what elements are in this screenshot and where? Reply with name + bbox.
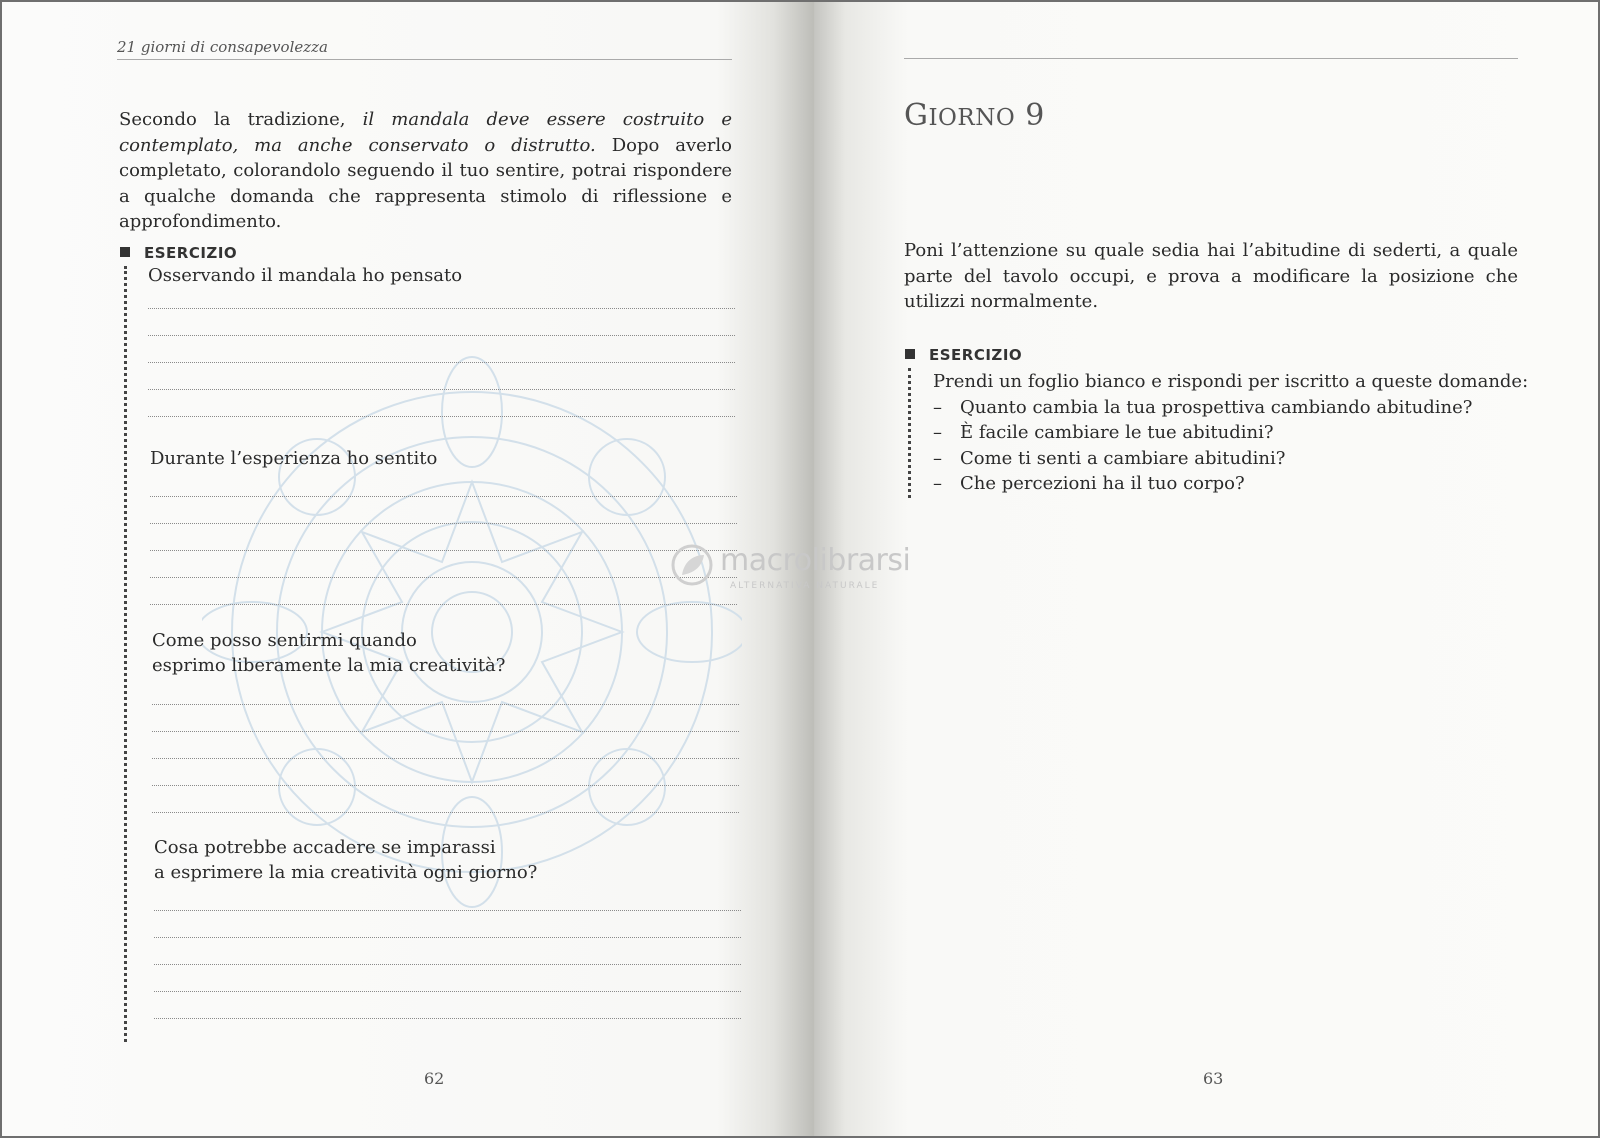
answer-lines-4[interactable] bbox=[154, 884, 741, 1019]
question-item: – È facile cambiare le tue abitudini? bbox=[933, 420, 1528, 446]
intro-paragraph bbox=[119, 107, 732, 235]
top-rule bbox=[904, 58, 1518, 59]
exercise-label: ESERCIZIO bbox=[929, 346, 1023, 364]
prompt-3-line-2: esprimo liberamente la mia creatività? bbox=[152, 655, 506, 676]
prompt-2 bbox=[150, 446, 437, 471]
lead-paragraph: Poni l’attenzione su quale sedia hai l’abitudine di sederti, a quale parte del tavolo occupi, e prova a modificare la posizione che utilizzi normalmente. bbox=[904, 240, 1518, 312]
question-item: – Che percezioni ha il tuo corpo? bbox=[933, 471, 1528, 497]
prompt-3 bbox=[152, 628, 505, 678]
answer-lines-2[interactable] bbox=[150, 470, 737, 605]
intro-text-2: Dopo averlo completato, colorandolo seguendo il tuo sentire, potrai rispondere a qualche domanda che rappresenta stimolo di riflessione e approfondimento. bbox=[119, 134, 732, 232]
title-initial: G bbox=[904, 98, 929, 133]
watermark-name: macrolibrarsi bbox=[720, 543, 911, 578]
dotted-margin-line bbox=[124, 266, 127, 1042]
intro-text-1: Secondo la tradizione, bbox=[119, 109, 363, 130]
prompt-3-line-1: Come posso sentirmi quando bbox=[152, 630, 417, 651]
square-bullet-icon bbox=[120, 247, 130, 257]
title-number: 9 bbox=[1025, 98, 1045, 133]
prompt-4-line-1: Cosa potrebbe accadere se imparassi bbox=[154, 837, 496, 858]
answer-lines-3[interactable] bbox=[152, 678, 739, 813]
title-rest: IORNO bbox=[928, 105, 1016, 131]
question-item: – Quanto cambia la tua prospettiva cambiando abitudine? bbox=[933, 395, 1528, 421]
square-bullet-icon bbox=[905, 349, 915, 359]
book-spread bbox=[2, 2, 1598, 1136]
prompt-2-line-1: Durante l’esperienza ho sentito bbox=[150, 448, 438, 469]
intro-text-italic: il mandala deve essere costruito e contemplato, ma anche conservato o distrutto. bbox=[119, 109, 733, 156]
page-number-left: 62 bbox=[424, 1069, 445, 1088]
exercise-heading-left bbox=[120, 244, 237, 262]
prompt-1-line-1: Osservando il mandala ho pensato bbox=[148, 265, 463, 286]
leaf-logo-icon bbox=[670, 543, 714, 587]
exercise-content bbox=[933, 369, 1528, 497]
question-item: – Come ti senti a cambiare abitudini? bbox=[933, 446, 1528, 472]
right-page bbox=[814, 2, 1598, 1136]
page-number-right: 63 bbox=[1203, 1069, 1224, 1088]
exercise-heading-right bbox=[905, 346, 1022, 364]
exercise-label: ESERCIZIO bbox=[144, 244, 238, 262]
exercise-intro: Prendi un foglio bianco e rispondi per iscritto a queste domande: bbox=[933, 371, 1529, 392]
running-head: 21 giorni di consapevolezza bbox=[117, 38, 732, 60]
prompt-4-line-2: a esprimere la mia creatività ogni giorno? bbox=[154, 862, 538, 883]
dotted-margin-line bbox=[908, 368, 911, 498]
chapter-title bbox=[904, 98, 1045, 133]
answer-lines-1[interactable] bbox=[148, 282, 735, 417]
watermark-subtitle: ALTERNATIVA NATURALE bbox=[730, 581, 880, 591]
prompt-4 bbox=[154, 835, 537, 885]
